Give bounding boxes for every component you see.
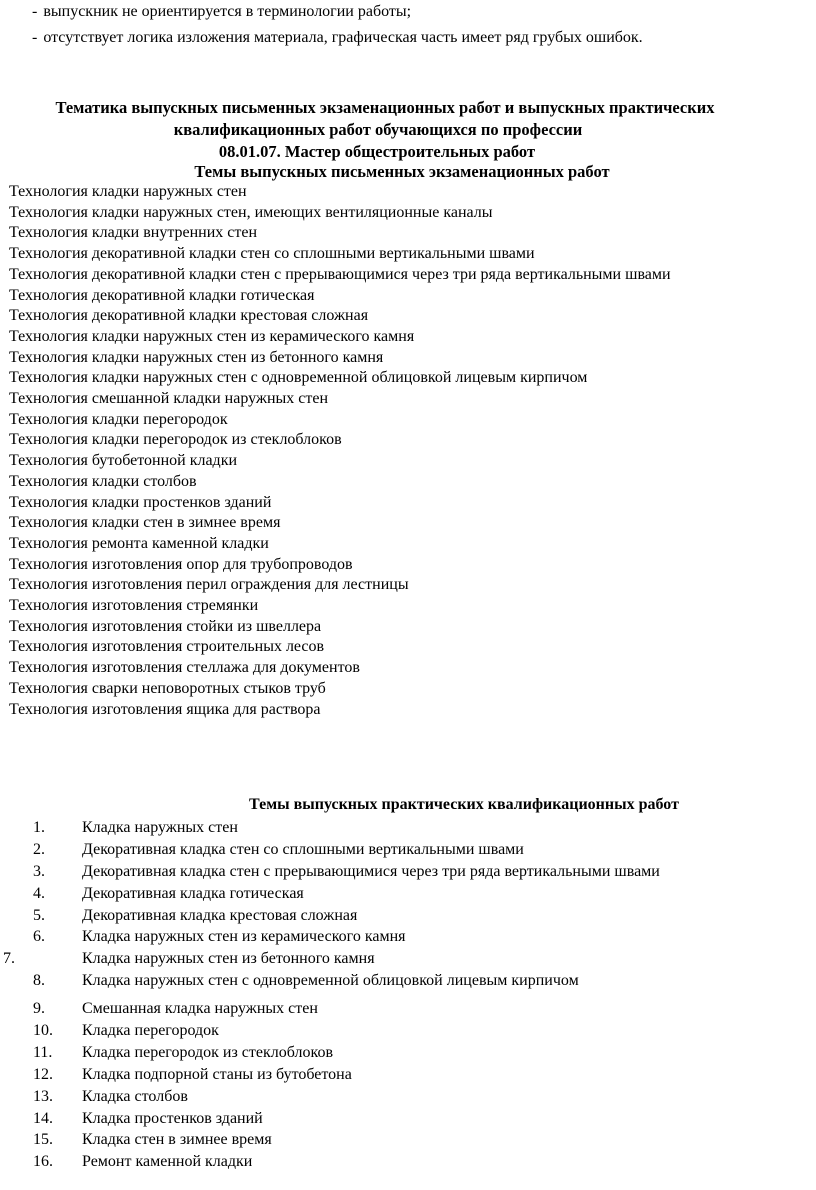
intro-line-text: выпускник не ориентируется в терминологии работы;	[43, 3, 412, 20]
written-topic-item: Технология изготовления стойки из швеллера	[9, 617, 322, 635]
written-topic-item: Технология кладки перегородок	[9, 410, 228, 428]
practical-topics-list	[0, 817, 816, 1173]
item-text: Декоративная кладка стен с прерывающимися через три ряда вертикальными швами	[82, 862, 660, 880]
item-number: 10.	[33, 1022, 53, 1040]
written-topic-item: Технология кладки наружных стен с одновременной облицовкой лицевым кирпичом	[9, 369, 588, 387]
dash-marker: -	[32, 3, 38, 20]
practical-topic-item	[0, 1042, 816, 1064]
item-text: Кладка наружных стен из бетонного камня	[82, 950, 375, 968]
written-topic-item: Технология кладки простенков зданий	[9, 493, 272, 511]
dash-marker: -	[32, 29, 38, 46]
item-text: Декоративная кладка стен со сплошными вертикальными швами	[82, 840, 524, 858]
item-text: Кладка перегородок	[82, 1022, 219, 1040]
title-line-3: 08.01.07. Мастер общестроительных работ	[218, 142, 536, 161]
item-number: 5.	[33, 906, 45, 924]
written-topic-item: Технология ремонта каменной кладки	[9, 534, 269, 552]
item-text: Смешанная кладка наружных стен	[82, 1000, 318, 1018]
item-number: 11.	[33, 1043, 53, 1061]
title-line-2: квалификационных работ обучающихся по профессии	[173, 120, 583, 139]
item-text: Декоративная кладка готическая	[82, 884, 304, 902]
item-number: 6.	[33, 928, 45, 946]
practical-topic-item	[0, 883, 816, 905]
written-topic-item: Технология кладки стен в зимнее время	[9, 514, 281, 532]
item-number: 1.	[33, 819, 45, 836]
item-number: 7.	[3, 950, 15, 968]
written-topic-item: Технология кладки наружных стен	[9, 183, 247, 200]
written-topic-item: Технология изготовления стремянки	[9, 597, 259, 615]
item-number: 14.	[33, 1109, 53, 1127]
written-topic-item: Технология кладки наружных стен из керамического камня	[9, 327, 415, 345]
item-text: Кладка наружных стен с одновременной облицовкой лицевым кирпичом	[82, 972, 579, 990]
item-number: 15.	[33, 1131, 53, 1149]
practical-topic-item	[0, 1020, 816, 1042]
practical-topic-item	[0, 998, 816, 1020]
practical-topic-item	[0, 1064, 816, 1086]
practical-topic-item	[0, 817, 816, 839]
item-number: 8.	[33, 972, 45, 990]
item-number: 16.	[33, 1153, 53, 1171]
practical-section-heading: Темы выпускных практических квалификационных работ	[249, 796, 679, 813]
written-topic-item: Технология бутобетонной кладки	[9, 452, 238, 470]
item-text: Кладка стен в зимнее время	[82, 1131, 272, 1149]
written-topic-item: Технология изготовления строительных лесов	[9, 638, 325, 656]
title-line-4: Темы выпускных письменных экзаменационных работ	[194, 162, 610, 181]
written-topic-item: Технология изготовления перил ограждения для лестницы	[9, 576, 409, 594]
item-text: Кладка столбов	[82, 1087, 188, 1105]
practical-topic-item	[0, 861, 816, 883]
intro-line-text: отсутствует логика изложения материала, графическая часть имеет ряд грубых ошибок.	[43, 29, 643, 46]
item-text: Кладка наружных стен	[82, 819, 238, 836]
written-topic-item: Технология изготовления ящика для раствора	[9, 700, 321, 718]
item-number: 12.	[33, 1065, 53, 1083]
practical-topic-item	[0, 905, 816, 927]
practical-topic-item	[0, 839, 816, 861]
practical-topic-item	[0, 1129, 816, 1151]
written-topic-item: Технология декоративной кладки стен с прерывающимися через три ряда вертикальными швами	[9, 265, 671, 283]
item-number: 4.	[33, 884, 45, 902]
practical-topic-item	[0, 948, 816, 970]
written-topic-item: Технология смешанной кладки наружных стен	[9, 390, 329, 408]
written-topic-item: Технология кладки наружных стен, имеющих вентиляционные каналы	[9, 203, 493, 221]
written-topic-item: Технология декоративной кладки крестовая сложная	[9, 307, 369, 325]
item-text: Кладка простенков зданий	[82, 1109, 263, 1127]
intro-line-1	[32, 2, 411, 22]
item-text: Декоративная кладка крестовая сложная	[82, 906, 358, 924]
practical-topic-item	[0, 1108, 816, 1130]
item-number: 3.	[33, 862, 45, 880]
intro-line-2	[32, 28, 643, 48]
written-topic-item: Технология кладки внутренних стен	[9, 224, 258, 242]
item-text: Ремонт каменной кладки	[82, 1153, 253, 1171]
item-number: 2.	[33, 840, 45, 858]
item-text: Кладка перегородок из стеклоблоков	[82, 1043, 333, 1061]
item-number: 13.	[33, 1087, 53, 1105]
written-topic-item: Технология кладки наружных стен из бетонного камня	[9, 348, 384, 366]
written-topic-item: Технология сварки неповоротных стыков труб	[9, 679, 326, 697]
written-topic-item: Технология кладки перегородок из стеклоблоков	[9, 431, 342, 449]
practical-topic-item	[0, 970, 816, 992]
written-topics-list	[9, 182, 809, 720]
written-topic-item: Технология изготовления опор для трубопроводов	[9, 555, 353, 573]
item-text: Кладка подпорной станы из бутобетона	[82, 1065, 352, 1083]
written-topic-item: Технология кладки столбов	[9, 472, 197, 490]
practical-topic-item	[0, 926, 816, 948]
item-text: Кладка наружных стен из керамического камня	[82, 928, 406, 946]
written-topic-item: Технология декоративной кладки готическая	[9, 286, 315, 304]
written-topic-item: Технология декоративной кладки стен со сплошными вертикальными швами	[9, 245, 535, 263]
item-number: 9.	[33, 1000, 45, 1018]
practical-topic-item	[0, 1151, 816, 1173]
written-topic-item: Технология изготовления стеллажа для документов	[9, 659, 360, 677]
title-line-1: Тематика выпускных письменных экзаменационных работ и выпускных практических	[55, 98, 715, 117]
practical-topic-item	[0, 1086, 816, 1108]
